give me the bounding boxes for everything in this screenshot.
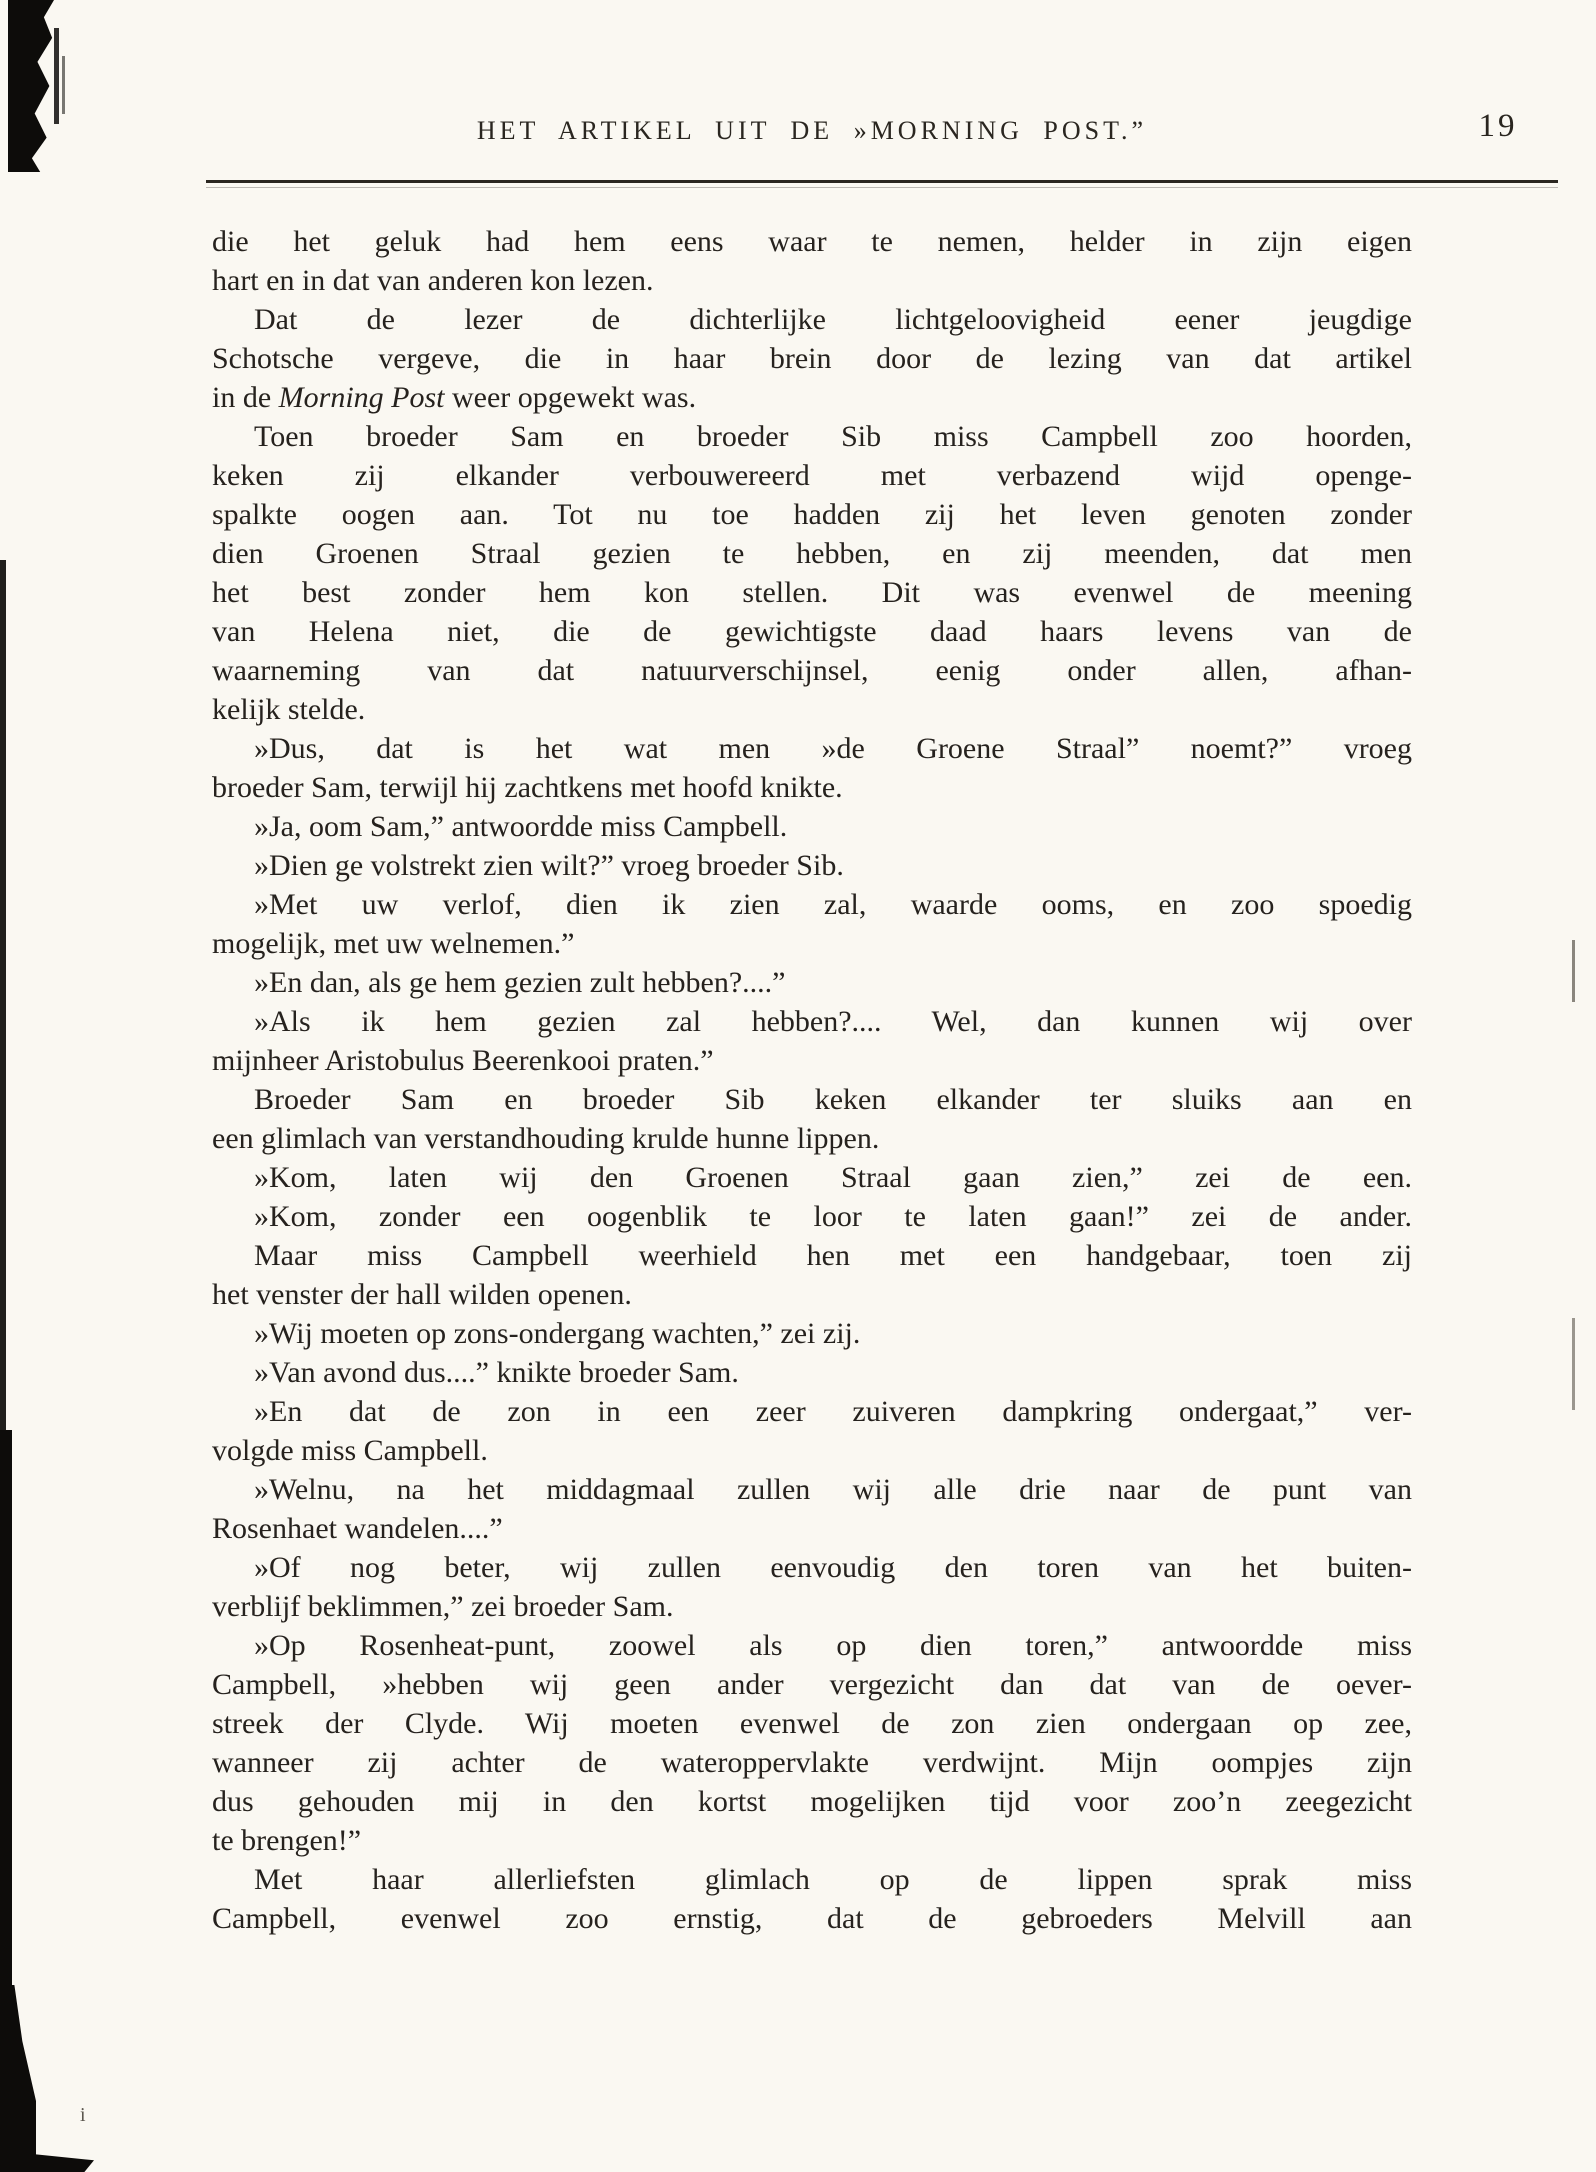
text-line: »Wij moeten op zons-ondergang wachten,” zei zij. (254, 1317, 861, 1350)
text-line: »Dus, dat is het wat men »de Groene Straal” noemt?” vroeg (254, 732, 1412, 765)
scan-artifact-right-dash (1572, 940, 1575, 1002)
text-line: een glimlach van verstandhouding krulde hunne lippen. (212, 1122, 880, 1155)
text-line: spalkte oogen aan. Tot nu toe hadden zij het leven genoten zonder (212, 498, 1412, 531)
text-line: kelijk stelde. (212, 693, 366, 726)
running-title: HET ARTIKEL UIT DE »MORNING POST.” (476, 116, 1148, 145)
paragraph (212, 1080, 1412, 1158)
text-line: »En dan, als ge hem gezien zult hebben?....” (254, 966, 786, 999)
paragraph (212, 885, 1412, 963)
text-line: Campbell, »hebben wij geen ander vergezicht dan dat van de oever- (212, 1668, 1412, 1701)
text-line: »Op Rosenheat-punt, zoowel als op dien toren,” antwoordde miss (254, 1629, 1412, 1662)
paragraph (212, 1158, 1412, 1197)
text-line: »Als ik hem gezien zal hebben?.... Wel, dan kunnen wij over (254, 1005, 1412, 1038)
text-line: Campbell, evenwel zoo ernstig, dat de gebroeders Melvill aan (212, 1902, 1412, 1935)
scan-artifact-top-streak (54, 28, 59, 124)
page-number: 19 (1478, 108, 1518, 144)
body-text (212, 222, 1412, 1938)
text-line: »Of nog beter, wij zullen eenvoudig den toren van het buiten- (254, 1551, 1412, 1584)
paragraph (212, 222, 1412, 300)
text-line: broeder Sam, terwijl hij zachtkens met hoofd knikte. (212, 771, 843, 804)
text-line: keken zij elkander verbouwereerd met verbazend wijd openge- (212, 459, 1412, 492)
scan-artifact-right-dash-2 (1572, 1318, 1575, 1410)
text-line: Broeder Sam en broeder Sib keken elkander ter sluiks aan en (254, 1083, 1412, 1116)
paragraph (212, 1353, 1412, 1392)
text-line: te brengen!” (212, 1824, 362, 1857)
text-line: mogelijk, met uw welnemen.” (212, 927, 575, 960)
text-line: in de Morning Post weer opgewekt was. (212, 381, 697, 414)
header-rule-echo (206, 187, 1558, 188)
text-line: het best zonder hem kon stellen. Dit was evenwel de meening (212, 576, 1412, 609)
text-line: Maar miss Campbell weerhield hen met een handgebaar, toen zij (254, 1239, 1412, 1272)
text-line: waarneming van dat natuurverschijnsel, eenig onder allen, afhan- (212, 654, 1412, 687)
text-line: mijnheer Aristobulus Beerenkooi praten.” (212, 1044, 714, 1077)
text-line: verblijf beklimmen,” zei broeder Sam. (212, 1590, 674, 1623)
text-line: die het geluk had hem eens waar te nemen, helder in zijn eigen (212, 225, 1412, 258)
paragraph (212, 300, 1412, 417)
paragraph (212, 807, 1412, 846)
text-line: volgde miss Campbell. (212, 1434, 488, 1467)
text-line: »Met uw verlof, dien ik zien zal, waarde ooms, en zoo spoedig (254, 888, 1412, 921)
paragraph (212, 729, 1412, 807)
paragraph (212, 963, 1412, 1002)
scan-artifact-top-streak-2 (62, 56, 65, 114)
text-line: »Ja, oom Sam,” antwoordde miss Campbell. (254, 810, 788, 843)
paragraph (212, 1314, 1412, 1353)
text-line: »Kom, laten wij den Groenen Straal gaan zien,” zei de een. (254, 1161, 1412, 1194)
paragraph (212, 1860, 1412, 1938)
scan-artifact-left-strip-2 (0, 1430, 12, 2000)
paragraph (212, 417, 1412, 729)
header-rule (206, 180, 1558, 183)
paragraph (212, 846, 1412, 885)
paragraph (212, 1470, 1412, 1548)
paragraph (212, 1548, 1412, 1626)
scan-artifact-top-left (8, 0, 54, 172)
text-line: »Van avond dus....” knikte broeder Sam. (254, 1356, 739, 1389)
scan-artifact-left-strip (0, 560, 6, 1440)
paragraph (212, 1626, 1412, 1860)
text-line: Dat de lezer de dichterlijke lichtgeloovigheid eener jeugdige (254, 303, 1412, 336)
paragraph (212, 1236, 1412, 1314)
paragraph (212, 1002, 1412, 1080)
text-line: »Kom, zonder een oogenblik te loor te laten gaan!” zei de ander. (254, 1200, 1412, 1233)
text-line: het venster der hall wilden openen. (212, 1278, 632, 1311)
text-line: van Helena niet, die de gewichtigste daad haars levens van de (212, 615, 1412, 648)
italic-text: Morning Post (278, 381, 445, 414)
text-line: »En dat de zon in een zeer zuiveren dampkring ondergaat,” ver- (254, 1395, 1412, 1428)
text-line: hart en in dat van anderen kon lezen. (212, 264, 654, 297)
text-line: Met haar allerliefsten glimlach op de lippen sprak miss (254, 1863, 1412, 1896)
text-line: Schotsche vergeve, die in haar brein door de lezing van dat artikel (212, 342, 1412, 375)
text-line: wanneer zij achter de wateroppervlakte verdwijnt. Mijn oompjes zijn (212, 1746, 1412, 1779)
scan-artifact-bottom-wedge (30, 2146, 94, 2172)
paragraph (212, 1392, 1412, 1470)
text-line: »Welnu, na het middagmaal zullen wij alle drie naar de punt van (254, 1473, 1412, 1506)
text-line: Toen broeder Sam en broeder Sib miss Campbell zoo hoorden, (254, 420, 1412, 453)
text-line: streek der Clyde. Wij moeten evenwel de zon zien ondergaan op zee, (212, 1707, 1412, 1740)
text-line: dus gehouden mij in den kortst mogelijken tijd voor zoo’n zeegezicht (212, 1785, 1412, 1818)
corner-mark: i (80, 2104, 86, 2126)
text-line: »Dien ge volstrekt zien wilt?” vroeg broeder Sib. (254, 849, 844, 882)
text-line: dien Groenen Straal gezien te hebben, en zij meenden, dat men (212, 537, 1412, 570)
paragraph (212, 1197, 1412, 1236)
text-line: Rosenhaet wandelen....” (212, 1512, 503, 1545)
scan-artifact-bottom-left (0, 1985, 36, 2172)
